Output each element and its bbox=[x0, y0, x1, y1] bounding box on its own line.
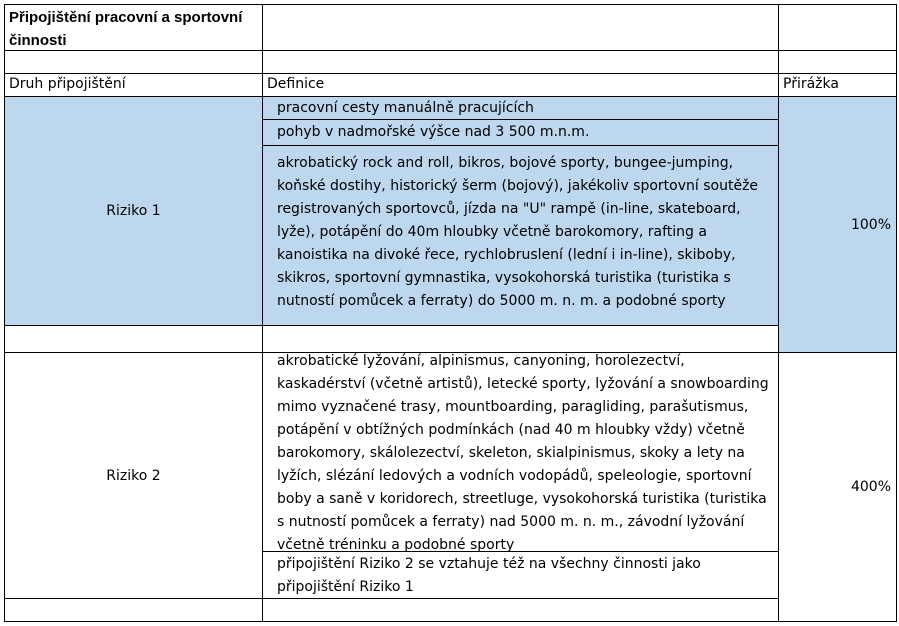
text-line: barokomory, skálolezectví, skeleton, skialpinismus, skoky a lety na bbox=[277, 445, 745, 461]
text-line: nutností pomůcek a ferraty) do 5000 m. n. m. a podobné sporty bbox=[277, 293, 726, 309]
risk1-definition-3 bbox=[262, 145, 779, 326]
column-header-type bbox=[4, 73, 263, 97]
text-line: potápění v obtížných podmínkách (nad 40 m hloubky vždy) včetně bbox=[277, 422, 745, 438]
empty-cell bbox=[262, 4, 779, 51]
empty-cell bbox=[778, 50, 897, 74]
risk1-surcharge-cell bbox=[778, 96, 897, 353]
text-line: připojištění Riziko 2 se vztahuje též na všechny činnosti jako bbox=[277, 556, 701, 572]
empty-cell bbox=[778, 4, 897, 51]
text-line: akrobatické lyžování, alpinismus, canyoning, horolezectví, bbox=[277, 353, 685, 369]
risk2-surcharge: 400% bbox=[850, 479, 891, 495]
risk1-name: Riziko 1 bbox=[106, 203, 161, 219]
text-line: skikros, sportovní gymnastika, vysokohorská turistika (turistika s bbox=[277, 270, 731, 286]
table-title bbox=[4, 4, 263, 51]
risk2-name: Riziko 2 bbox=[106, 467, 161, 484]
risk1-name-cell bbox=[4, 96, 263, 326]
column-header-surcharge-text: Přirážka bbox=[783, 76, 839, 92]
risk1-definition-1 bbox=[262, 96, 779, 120]
empty-cell bbox=[4, 598, 263, 622]
text-line: s nutností pomůcek a ferraty) nad 5000 m. n. m., závodní lyžování bbox=[277, 514, 745, 530]
risk2-definition-2 bbox=[262, 551, 779, 599]
risk1-surcharge: 100% bbox=[850, 216, 891, 233]
text-line: kanoistika na divoké řece, rychlobruslení (lední i in-line), skiboby, bbox=[277, 247, 736, 263]
risk2-definition-1-text bbox=[277, 352, 774, 552]
table-title-text: Připojištění pracovní a sportovní činnosti bbox=[9, 9, 243, 49]
column-header-type-text: Druh připojištění bbox=[9, 76, 126, 92]
empty-cell bbox=[4, 325, 263, 353]
risk1-definition-1-text: pracovní cesty manuálně pracujících bbox=[277, 100, 534, 116]
text-line: akrobatický rock and roll, bikros, bojové sporty, bungee-jumping, bbox=[277, 155, 734, 171]
risk2-name-cell bbox=[4, 352, 263, 599]
empty-cell bbox=[262, 50, 779, 74]
text-line: kaskadérství (včetně artistů), letecké sporty, lyžování a snowboarding bbox=[277, 376, 769, 392]
text-line: mimo vyznačené trasy, mountboarding, paragliding, parašutismus, bbox=[277, 399, 749, 415]
risk2-definition-1 bbox=[262, 352, 779, 552]
column-header-definition bbox=[262, 73, 779, 97]
risk1-definition-3-text bbox=[277, 152, 774, 313]
empty-cell bbox=[4, 50, 263, 74]
text-line: připojištění Riziko 1 bbox=[277, 579, 414, 595]
risk1-definition-2 bbox=[262, 119, 779, 146]
risk1-definition-2-text: pohyb v nadmořské výšce nad 3 500 m.n.m. bbox=[277, 124, 590, 140]
text-line: koňské dostihy, historický šerm (bojový), jakékoliv sportovní soutěže bbox=[277, 178, 759, 194]
text-line: lyžích, slézání ledových a vodních vodopádů, speleologie, sportovní bbox=[277, 468, 752, 484]
text-line: registrovaných sportovců, jízda na "U" rampě (in-line, skateboard, bbox=[277, 201, 741, 217]
text-line: včetně tréninku a podobné sporty bbox=[277, 537, 515, 552]
column-header-definition-text: Definice bbox=[267, 76, 325, 92]
column-header-surcharge bbox=[778, 73, 897, 97]
text-line: lyže), potápění do 40m hloubky včetně barokomory, rafting a bbox=[277, 224, 707, 240]
text-line: boby a saně v koridorech, streetluge, vysokohorská turistika (turistika bbox=[277, 491, 767, 507]
risk2-surcharge-cell bbox=[778, 352, 897, 622]
risk2-definition-2-text bbox=[277, 553, 774, 599]
empty-cell bbox=[262, 325, 779, 353]
empty-cell bbox=[262, 598, 779, 622]
